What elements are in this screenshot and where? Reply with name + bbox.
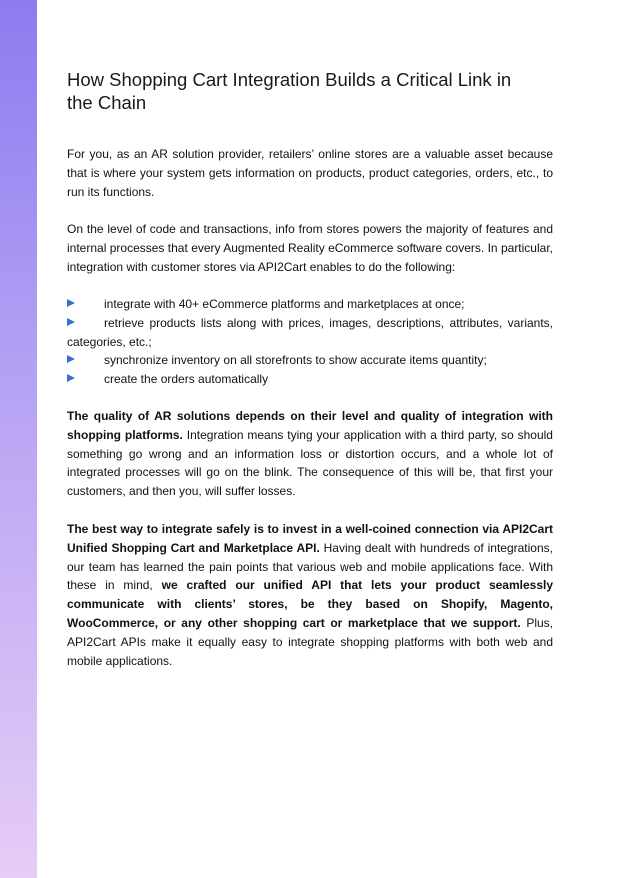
page-title: How Shopping Cart Integration Builds a Critical Link in the Chain	[67, 69, 512, 113]
best-way-emphasis: The best way to integrate safely is to invest in a well-coined connection via API2Cart Unified Shopping Cart and Marketplace API.	[67, 522, 553, 555]
bullet-arrow-icon	[67, 299, 75, 307]
list-item: retrieve products lists along with prices, images, descriptions, attributes, variants, categories, etc.;	[67, 315, 553, 349]
quality-emphasis: The quality of AR solutions depends on their level and quality of integration with shopping platforms.	[67, 409, 553, 442]
bullet-arrow-icon	[67, 355, 75, 363]
unified-api-emphasis: we crafted our unified API that lets your product seamlessly communicate with clients’ stores, be they based on Shopify, Magento, WooCommerce, or any other shopping cart or marketplace that we support.	[67, 578, 553, 630]
feature-list	[67, 295, 553, 389]
list-item: create the orders automatically	[67, 370, 553, 389]
list-item: synchronize inventory on all storefronts to show accurate items quantity;	[67, 351, 553, 370]
paragraph-code-level: On the level of code and transactions, info from stores powers the majority of features and internal processes that every Augmented Reality eCommerce software covers. In particular, integration with customer stores via API2Cart enables to do the following:	[67, 222, 553, 274]
bullet-arrow-icon	[67, 374, 75, 382]
paragraph-best-way: The best way to integrate safely is to invest in a well-coined connection via API2Cart Unified Shopping Cart and Marketplace API. Having dealt with hundreds of integrations, our team has learned the pain points that various web and mobile applications face. With these in mind, we crafted our unified API that lets your product seamlessly communicate with clients’ stores, be they based on Shopify, Magento, WooCommerce, or any other shopping cart or marketplace that we support. Plus, API2Cart APIs make it equally easy to integrate shopping platforms with both web and mobile applications.	[67, 522, 553, 668]
paragraph-quality: The quality of AR solutions depends on their level and quality of integration with shopping platforms. Integration means tying your application with a third party, so should something go wrong and an information loss or distortion occurs, and a whole lot of integrated processes will go on the blink. The consequence of this will be, that first your customers, and then you, will suffer losses.	[67, 409, 553, 499]
paragraph-intro: For you, as an AR solution provider, retailers’ online stores are a valuable asset because that is where your system gets information on products, product categories, orders, etc., to run its functions.	[67, 147, 553, 199]
decorative-side-bar	[0, 0, 37, 878]
list-item: integrate with 40+ eCommerce platforms and marketplaces at once;	[67, 295, 553, 314]
bullet-arrow-icon	[67, 318, 75, 326]
